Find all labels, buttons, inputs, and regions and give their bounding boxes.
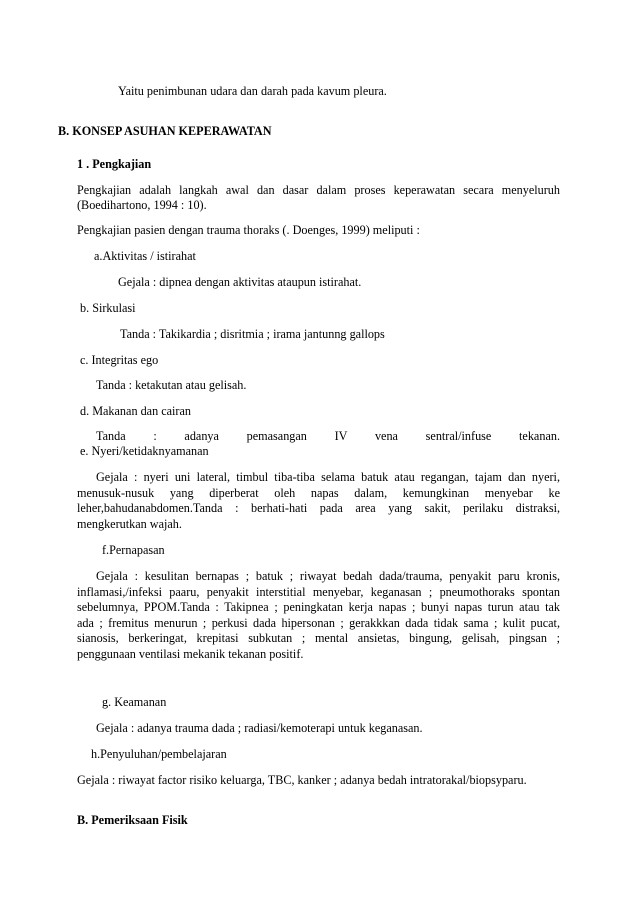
intro-line: Yaitu penimbunan udara dan darah pada kavum pleura.	[118, 84, 387, 98]
trauma-intro: Pengkajian pasien dengan trauma thoraks (. Doenges, 1999) meliputi :	[77, 223, 420, 237]
item-e-line3: leher,bahudanabdomen.Tanda : berhati-hati pada area yang sakit, perilaku distraksi,	[77, 501, 560, 515]
item-c-text: Tanda : ketakutan atau gelisah.	[96, 378, 247, 392]
item-g-title: g. Keamanan	[102, 695, 167, 709]
pengkajian-definition-line1: Pengkajian adalah langkah awal dan dasar dalam proses keperawatan secara menyeluruh	[77, 183, 560, 197]
pengkajian-definition-line2: (Boedihartono, 1994 : 10).	[77, 198, 207, 212]
item-e-line1: Gejala : nyeri uni lateral, timbul tiba-tiba selama batuk atau regangan, tajam dan nyeri,	[96, 470, 560, 484]
item-a-text: Gejala : dipnea dengan aktivitas ataupun istirahat.	[118, 275, 362, 289]
item-b-text: Tanda : Takikardia ; disritmia ; irama jantunng gallops	[120, 327, 385, 341]
item-a-title: a.Aktivitas / istirahat	[94, 249, 196, 263]
item-c-title: c. Integritas ego	[80, 353, 159, 367]
section-b-heading: B. KONSEP ASUHAN KEPERAWATAN	[58, 124, 272, 138]
item-e-title: e. Nyeri/ketidaknyamanan	[80, 444, 209, 458]
item-f-title: f.Pernapasan	[102, 543, 165, 557]
item-f-line4: ada ; fremitus menurun ; perkusi dada hipersonan ; gerakkkan dada tidak sama ; kulit pucat,	[77, 616, 560, 630]
item-d-title: d. Makanan dan cairan	[80, 404, 191, 418]
item-g-text: Gejala : adanya trauma dada ; radiasi/kemoterapi untuk keganasan.	[96, 721, 423, 735]
item-b-title: b. Sirkulasi	[80, 301, 136, 315]
item-h-text: Gejala : riwayat factor risiko keluarga, TBC, kanker ; adanya bedah intratorakal/biopsyparu.	[77, 773, 527, 787]
item-e-line4: mengkerutkan wajah.	[77, 517, 182, 531]
item-f-line2: inflamasi,/infeksi paaru, penyakit interstitial menyebar, keganasan ; pneumothoraks spontan	[77, 585, 560, 599]
pemeriksaan-fisik-heading: B. Pemeriksaan Fisik	[77, 813, 188, 827]
item-d-text: Tanda : adanya pemasangan IV vena sentral/infuse tekanan.	[96, 429, 560, 443]
pengkajian-heading: 1 . Pengkajian	[77, 157, 152, 171]
item-f-line3: sebelumnya, PPOM.Tanda : Takipnea ; peningkatan kerja napas ; bunyi napas turun atau tak	[77, 600, 560, 614]
item-f-line5: sianosis, berkeringat, krepitasi subkutan ; mental ansietas, bingung, gelisah, pingsan ;	[77, 631, 560, 645]
item-e-line2: menusuk-nusuk yang diperberat oleh napas dalam, kemungkinan menyebar ke	[77, 486, 560, 500]
item-h-title: h.Penyuluhan/pembelajaran	[91, 747, 227, 761]
item-f-line6: penggunaan ventilasi mekanik tekanan positif.	[77, 647, 304, 661]
item-f-line1: Gejala : kesulitan bernapas ; batuk ; riwayat bedah dada/trauma, penyakit paru kronis,	[96, 569, 560, 583]
